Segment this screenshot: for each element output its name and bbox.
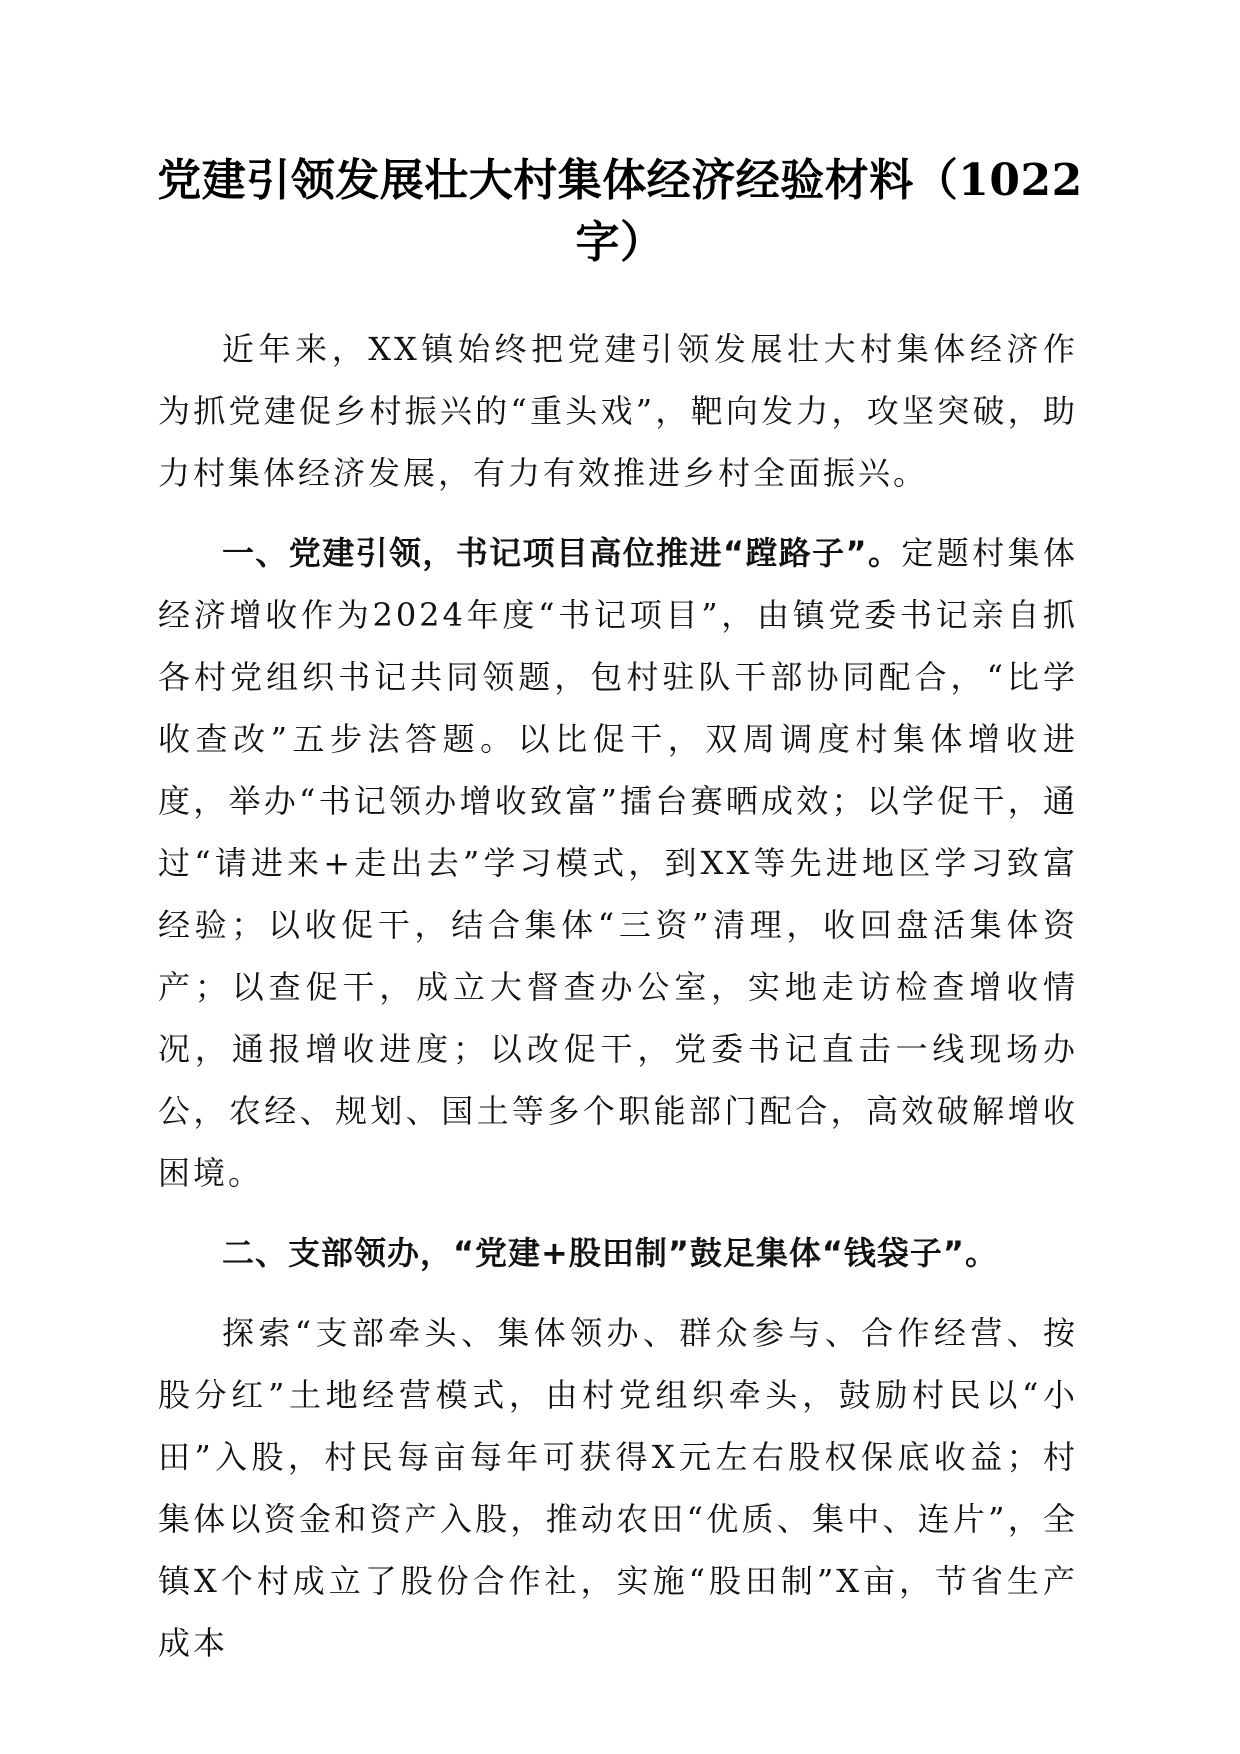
section-2-heading-paragraph: [158, 1222, 1078, 1284]
section-1-heading: 一、党建引领，书记项目高位推进“蹚路子”。: [222, 534, 902, 572]
document-body: [158, 318, 1078, 1674]
section-2-paragraph: 探索“支部牵头、集体领办、群众参与、合作经营、按股分红”土地经营模式，由村党组织牵头，鼓励村民以“小田”入股，村民每亩每年可获得X元左右股权保底收益；村集体以资金和资产入股，推动农田“优质、集中、连片”，全镇X个村成立了股份合作社，实施“股田制”X亩，节省生产成本: [158, 1314, 1078, 1662]
section-2-heading: 二、支部领办，“党建+股田制”鼓足集体“钱袋子”。: [222, 1234, 998, 1272]
section-1-paragraph: [158, 522, 1078, 1204]
page-title: 党建引领发展壮大村集体经济经验材料（1022字）: [157, 155, 1083, 268]
intro-paragraph: 近年来，XX镇始终把党建引领发展壮大村集体经济作为抓党建促乡村振兴的“重头戏”，靶向发力，攻坚突破，助力村集体经济发展，有力有效推进乡村全面振兴。: [158, 330, 1078, 492]
section-1-body: 定题村集体经济增收作为2024年度“书记项目”，由镇党委书记亲自抓各村党组织书记共同领题，包村驻队干部协同配合，“比学收查改”五步法答题。以比促干，双周调度村集体增收进度，举办“书记领办增收致富”擂台赛晒成效；以学促干，通过“请进来+走出去”学习模式，到XX等先进地区学习致富经验；以收促干，结合集体“三资”清理，收回盘活集体资产；以查促干，成立大督查办公室，实地走访检查增收情况，通报增收进度；以改促干，党委书记直击一线现场办公，农经、规划、国土等多个职能部门配合，高效破解增收困境。: [158, 534, 1078, 1192]
